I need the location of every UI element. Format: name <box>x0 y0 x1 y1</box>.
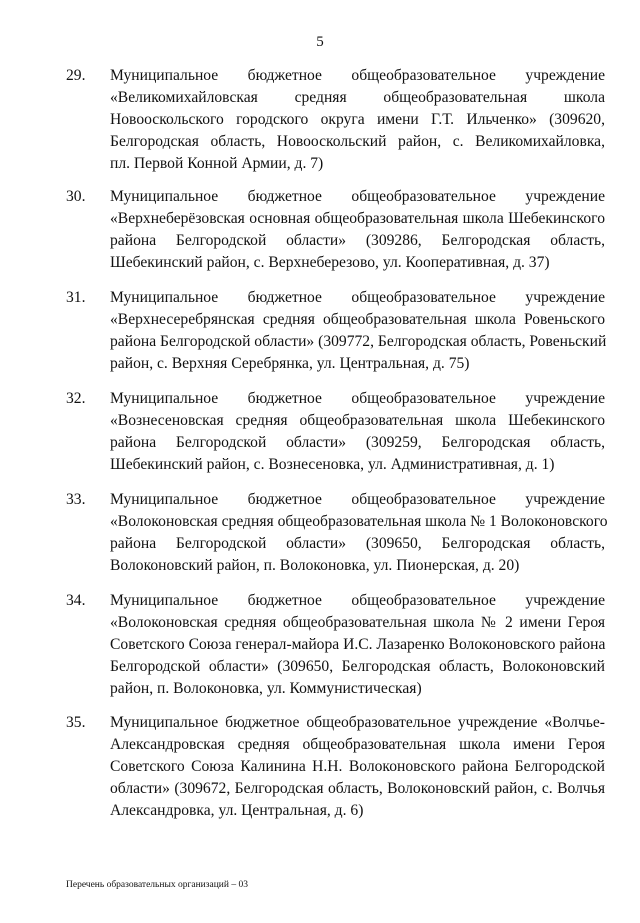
entry-text-line: «Верхнеберёзовская основная общеобразовательная школа Шебекинского <box>110 210 605 227</box>
entry-text-line: «Вознесеновская средняя общеобразовательная школа Шебекинского <box>110 412 605 429</box>
entry-text-line: района Белгородской области» (309772, Белгородская область, Ровеньский <box>110 333 607 350</box>
entry-text <box>110 489 608 577</box>
entry-text-line: «Верхнесеребрянская средняя общеобразовательная школа Ровеньского <box>110 311 605 328</box>
entry-text <box>110 388 605 476</box>
entry-text-line: района Белгородской области» (309259, Белгородская область, <box>110 434 605 451</box>
entry-text-line: район, с. Верхняя Серебрянка, ул. Центральная, д. 75) <box>110 355 470 372</box>
footer-note: Перечень образовательных организаций – 03 <box>66 880 248 890</box>
entry-text-line: Советского Союза генерал-майора И.С. Лазаренко Волоконовского района <box>110 636 606 653</box>
entry-text-line: района Белгородской области» (309650, Белгородская область, <box>110 535 605 552</box>
entry-text <box>110 186 605 274</box>
entry-text-line: Муниципальное бюджетное общеобразовательное учреждение <box>110 592 605 609</box>
entry-text-line: Шебекинский район, с. Вознесеновка, ул. Административная, д. 1) <box>110 456 555 473</box>
entry-text <box>110 287 605 375</box>
entry-text <box>110 590 605 700</box>
entry-number: 31. <box>66 289 86 306</box>
entry-text <box>110 65 605 175</box>
entry-text-line: района Белгородской области» (309286, Белгородская область, <box>110 232 605 249</box>
entry-number: 33. <box>66 491 86 508</box>
entry-text-line: пл. Первой Конной Армии, д. 7) <box>110 155 324 172</box>
entry-text-line: «Волоконовская средняя общеобразовательная школа № 1 Волоконовского <box>110 513 608 530</box>
entry-text-line: Александровка, ул. Центральная, д. 6) <box>110 802 364 819</box>
entry-number: 34. <box>66 592 86 609</box>
entry-number: 32. <box>66 390 86 407</box>
entry-number: 30. <box>66 188 86 205</box>
entry-text-line: «Великомихайловская средняя общеобразовательная школа <box>110 89 605 106</box>
entry-text-line: Волоконовский район, п. Волоконовка, ул. Пионерская, д. 20) <box>110 557 520 574</box>
entry-text-line: Новооскольского городского округа имени Г.Т. Ильченко» (309620, <box>110 111 605 128</box>
entry-text-line: Белгородской области» (309650, Белгородская область, Волоконовский <box>110 658 605 675</box>
entry-text-line: Муниципальное бюджетное общеобразовательное учреждение <box>110 289 605 306</box>
entry-text-line: Муниципальное бюджетное общеобразовательное учреждение <box>110 390 605 407</box>
entry-text-line: Муниципальное бюджетное общеобразовательное учреждение <box>110 188 605 205</box>
entry-text-line: Муниципальное бюджетное общеобразовательное учреждение <box>110 491 605 508</box>
entry-text-line: Муниципальное бюджетное общеобразовательное учреждение «Волчье- <box>110 714 605 731</box>
entry-text-line: Шебекинский район, с. Верхнеберезово, ул. Кооперативная, д. 37) <box>110 254 550 271</box>
entry-text-line: области» (309672, Белгородская область, Волоконовский район, с. Волчья <box>110 780 605 797</box>
entry-number: 29. <box>66 67 86 84</box>
entry-text-line: район, п. Волоконовка, ул. Коммунистическая) <box>110 680 422 697</box>
entry-text-line: Александровская средняя общеобразовательная школа имени Героя <box>110 736 605 753</box>
page-number: 5 <box>316 34 324 50</box>
entry-text <box>110 712 605 822</box>
entry-text-line: «Волоконовская средняя общеобразовательная школа № 2 имени Героя <box>110 614 605 631</box>
entry-text-line: Белгородская область, Новооскольский район, с. Великомихайловка, <box>110 133 605 150</box>
entry-text-line: Муниципальное бюджетное общеобразовательное учреждение <box>110 67 605 84</box>
entry-number: 35. <box>66 714 86 731</box>
entry-text-line: Советского Союза Калинина Н.Н. Волоконовского района Белгородской <box>110 758 605 775</box>
